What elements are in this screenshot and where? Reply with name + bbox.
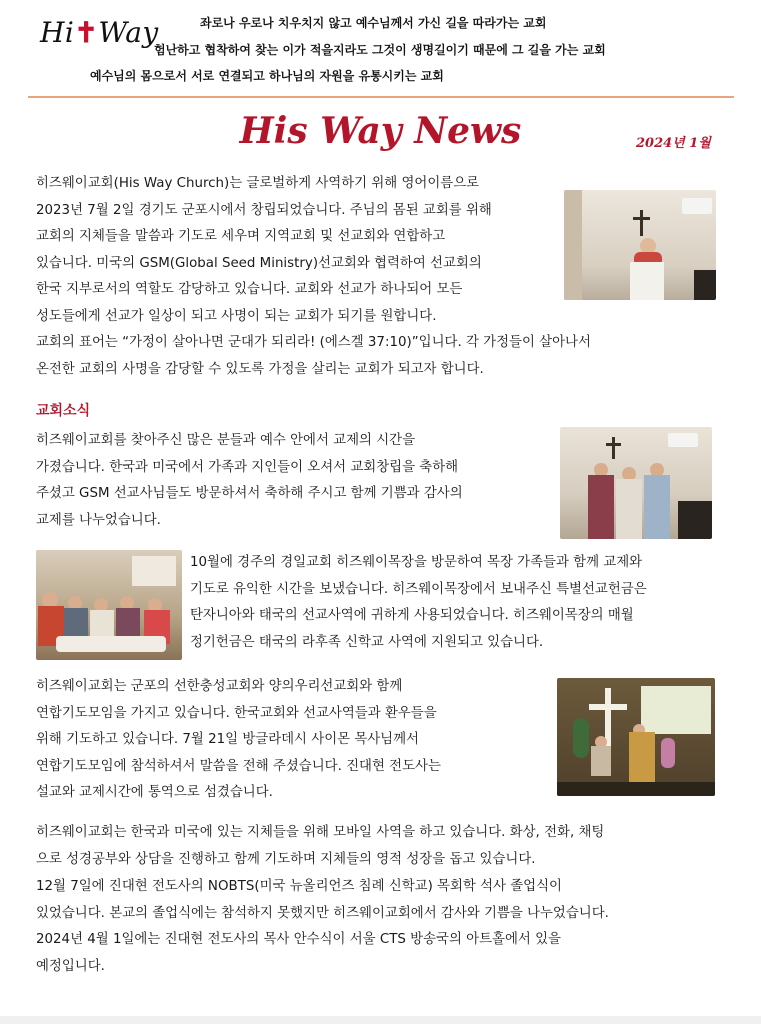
page-bottom-edge (0, 1016, 761, 1024)
prayer-paragraph (36, 674, 441, 807)
mokjang-line: 정기헌금은 태국의 라후족 신학교 사역에 지원되고 있습니다. (190, 634, 544, 650)
prayer-line: 연합기도모임을 가지고 있습니다. 한국교회와 선교사역들과 환우들을 (36, 705, 437, 721)
motto-line-3: 예수님의 몸으로서 서로 연결되고 하나님의 자원을 유통시키는 교회 (90, 69, 444, 83)
group-photo (560, 427, 712, 539)
mokjang-line: 기도로 유익한 시간을 보냈습니다. 히즈웨이목장에서 보내주신 특별선교헌금은 (190, 581, 647, 597)
visit-line: 가졌습니다. 한국과 미국에서 가족과 지인들이 오셔서 교회창립을 축하해 (36, 459, 459, 475)
intro-line: 교회의 지체들을 말씀과 기도로 세우며 지역교회 및 선교회와 연합하고 (36, 229, 446, 244)
intro-line: 2023년 7월 2일 경기도 군포시에서 창립되었습니다. 주님의 몸된 교회를 위해 (36, 202, 492, 218)
prayer-line: 연합기도모임에 참석하셔서 말씀을 전해 주셨습니다. 진대현 전도사는 (36, 758, 441, 774)
graduation-line: 있었습니다. 본교의 졸업식에는 참석하지 못했지만 히즈웨이교회에서 감사와 기쁨을 나누었습니다. (36, 905, 609, 921)
visit-line: 교제를 나누었습니다. (36, 512, 161, 528)
intro-line: 히즈웨이교회(His Way Church)는 글로벌하게 사역하기 위해 영어이름으로 (36, 176, 480, 191)
graduation-line: 2024년 4월 1일에는 진대현 전도사의 목사 안수식이 서울 CTS 방송국의 아트홀에서 있을 (36, 932, 561, 947)
pulpit-photo (564, 190, 716, 300)
newsletter-title: His Way News (239, 110, 522, 152)
issue-date: 2024년 1월 (636, 136, 711, 151)
church-logo (40, 16, 159, 49)
cross-icon: ✝ (74, 16, 99, 49)
intro-line: 있습니다. 미국의 GSM(Global Seed Ministry)선교회와 협력하여 선교회의 (36, 255, 482, 271)
dinner-photo (36, 550, 182, 660)
visit-line: 히즈웨이교회를 찾아주신 많은 분들과 예수 안에서 교제의 시간을 (36, 433, 416, 448)
graduation-line: 12월 7일에 진대현 전도사의 NOBTS(미국 뉴올리언즈 침례 신학교) 목회학 석사 졸업식이 (36, 879, 562, 894)
mobile-line: 히즈웨이교회는 한국과 미국에 있는 지체들을 위해 모바일 사역을 하고 있습니다. 화상, 전화, 채팅 (36, 825, 605, 840)
intro-line: 교회의 표어는 “가정이 살아나면 군대가 되리라! (에스겔 37:10)”입니다. 각 가정들이 살아나서 (36, 335, 591, 350)
intro-line: 온전한 교회의 사명을 감당할 수 있도록 가정을 살리는 교회가 되고자 합니다. (36, 361, 484, 377)
intro-line: 한국 지부로서의 역할도 감당하고 있습니다. 교회와 선교가 하나되어 모든 (36, 282, 463, 297)
motto-line-2: 험난하고 협착하여 찾는 이가 적을지라도 그것이 생명길이기 때문에 그 길을 가는 교회 (154, 43, 606, 57)
mokjang-paragraph (190, 550, 647, 656)
graduation-line: 예정입니다. (36, 958, 105, 974)
mobile-paragraph (36, 820, 604, 873)
news-heading: 교회소식 (36, 403, 91, 419)
mobile-line: 으로 성경공부와 상담을 진행하고 함께 기도하며 지체들의 영적 성장을 돕고 있습니다. (36, 851, 536, 867)
mokjang-line: 탄자니아와 태국의 선교사역에 귀하게 사용되었습니다. 히즈웨이목장의 매월 (190, 608, 634, 623)
logo-text-start: Hi (40, 16, 75, 49)
visit-line: 주셨고 GSM 선교사님들도 방문하셔서 축하해 주시고 함께 기쁨과 감사의 (36, 486, 463, 501)
visit-paragraph (36, 428, 463, 534)
prayer-line: 히즈웨이교회는 군포의 선한충성교회와 양의우리선교회와 함께 (36, 679, 403, 694)
motto-line-1: 좌로나 우로나 치우치지 않고 예수님께서 가신 길을 따라가는 교회 (200, 16, 547, 30)
header-divider (28, 96, 734, 98)
prayer-line: 설교와 교제시간에 통역으로 섬겼습니다. (36, 785, 273, 800)
intro-line: 성도들에게 선교가 일상이 되고 사명이 되는 교회가 되기를 원합니다. (36, 308, 437, 324)
graduation-paragraph (36, 874, 609, 980)
logo-text-end: Way (98, 16, 159, 49)
mokjang-line: 10월에 경주의 경일교회 히즈웨이목장을 방문하여 목장 가족들과 함께 교제와 (190, 555, 643, 570)
prayer-line: 위해 기도하고 있습니다. 7월 21일 방글라데시 사이몬 목사님께서 (36, 732, 419, 747)
intro-paragraph (36, 171, 591, 383)
worship-photo (557, 678, 715, 796)
